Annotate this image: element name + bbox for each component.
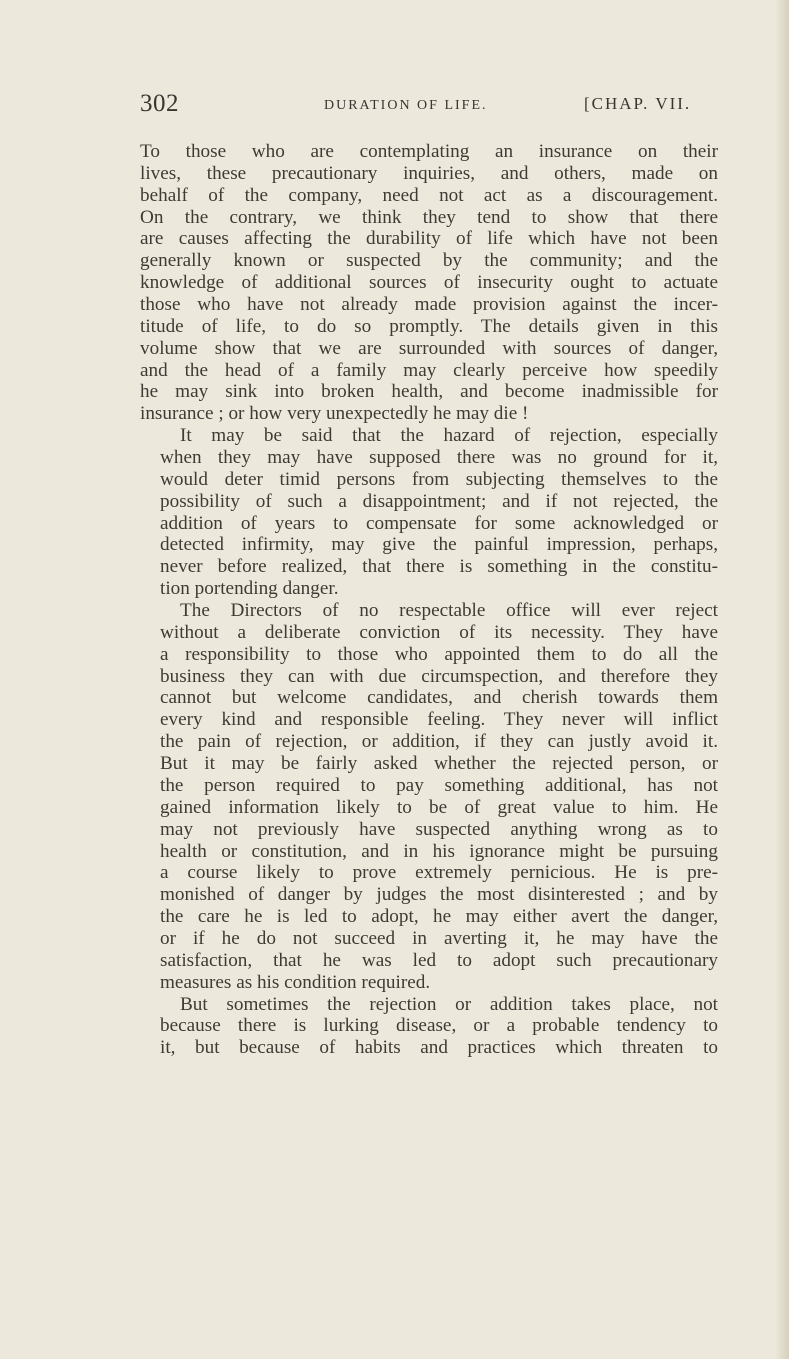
text-line: It may be said that the hazard of rejection, especially: [180, 425, 718, 447]
text-line: satisfaction, that he was led to adopt such precautionary: [160, 949, 718, 971]
text-line: without a deliberate conviction of its necessity. They have: [160, 621, 718, 643]
paragraph: [140, 425, 718, 600]
text-line: the person required to pay something additional, has not: [160, 774, 718, 796]
text-line: he may sink into broken health, and become inadmissible for: [140, 381, 718, 403]
text-line: addition of years to compensate for some acknowledged or: [160, 512, 718, 534]
page-number: 302: [140, 90, 179, 117]
text-line: lives, these precautionary inquiries, and others, made on: [140, 162, 718, 184]
paragraph: [140, 141, 718, 425]
text-line: behalf of the company, need not act as a discouragement.: [140, 184, 718, 206]
text-line: volume show that we are surrounded with sources of danger,: [140, 337, 718, 359]
text-line: possibility of such a disappointment; and if not rejected, the: [160, 490, 718, 512]
running-title: DURATION OF LIFE.: [324, 98, 488, 113]
text-line: health or constitution, and in his ignorance might be pursuing: [160, 840, 718, 862]
text-line: tion portending danger.: [160, 578, 339, 600]
page-edge: [775, 0, 789, 1359]
text-line: generally known or suspected by the community; and the: [140, 250, 718, 272]
body-text: [140, 141, 718, 1059]
text-line: detected infirmity, may give the painful impression, perhaps,: [160, 534, 718, 556]
text-line: a responsibility to those who appointed them to do all the: [160, 643, 718, 665]
text-line: But it may be fairly asked whether the rejected person, or: [160, 753, 718, 775]
text-line: may not previously have suspected anything wrong as to: [160, 818, 718, 840]
text-line: measures as his condition required.: [160, 971, 431, 993]
text-line: gained information likely to be of great value to him. He: [160, 796, 718, 818]
text-line: cannot but welcome candidates, and cherish towards them: [160, 687, 718, 709]
text-line: knowledge of additional sources of insecurity ought to actuate: [140, 272, 718, 294]
text-line: On the contrary, we think they tend to show that there: [140, 206, 718, 228]
text-line: To those who are contemplating an insurance on their: [140, 141, 718, 162]
text-line: when they may have supposed there was no ground for it,: [160, 447, 718, 469]
text-line: and the head of a family may clearly perceive how speedily: [140, 359, 718, 381]
running-head: [140, 88, 715, 124]
text-line: or if he do not succeed in averting it, he may have the: [160, 927, 718, 949]
paragraph: [140, 994, 718, 1060]
text-line: a course likely to prove extremely pernicious. He is pre-: [160, 862, 718, 884]
text-line: are causes affecting the durability of life which have not been: [140, 228, 718, 250]
text-line: it, but because of habits and practices which threaten to: [160, 1037, 718, 1059]
text-line: business they can with due circumspection, and therefore they: [160, 665, 718, 687]
chapter-label: [CHAP. VII.: [584, 94, 692, 113]
text-line: those who have not already made provision against the incer-: [140, 294, 718, 316]
text-line: monished of danger by judges the most disinterested ; and by: [160, 884, 718, 906]
text-line: the pain of rejection, or addition, if they can justly avoid it.: [160, 731, 718, 753]
paragraph: [140, 600, 718, 993]
text-line: never before realized, that there is something in the constitu-: [160, 556, 718, 578]
text-line: would deter timid persons from subjecting themselves to the: [160, 468, 718, 490]
text-line: because there is lurking disease, or a probable tendency to: [160, 1015, 718, 1037]
text-line: insurance ; or how very unexpectedly he may die !: [140, 403, 529, 425]
text-line: The Directors of no respectable office will ever reject: [180, 600, 718, 622]
text-line: But sometimes the rejection or addition takes place, not: [180, 993, 718, 1015]
text-line: every kind and responsible feeling. They never will inflict: [160, 709, 718, 731]
text-line: titude of life, to do so promptly. The details given in this: [140, 315, 718, 337]
text-line: the care he is led to adopt, he may either avert the danger,: [160, 906, 718, 928]
